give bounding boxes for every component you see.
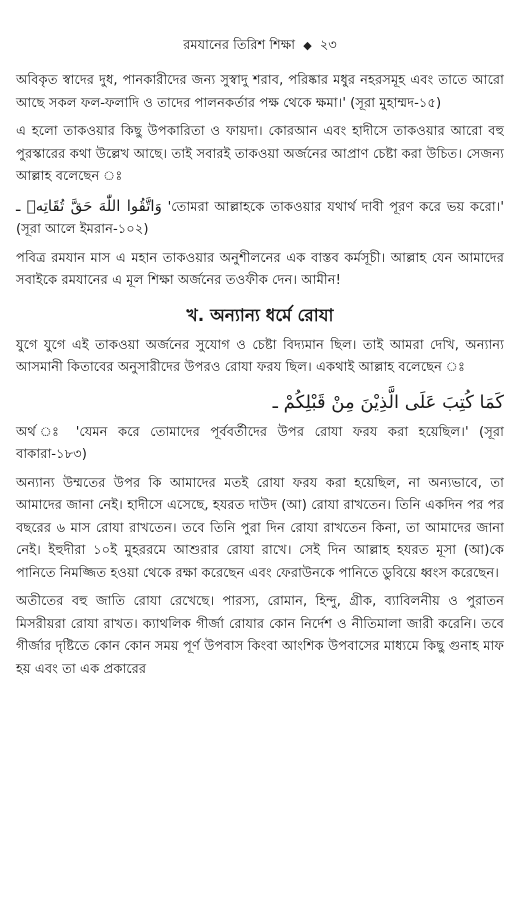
running-header	[0, 36, 520, 57]
paragraph-3-text: 'তোমরা আল্লাহকে তাকওয়ার যথার্থ দাবী পূরণ করে ভয় করো।' (সূরা আলে ইমরান-১০২)	[16, 199, 504, 237]
diamond-separator-icon: ◆	[303, 39, 312, 52]
section-heading: খ. অন্যান্য ধর্মে রোযা	[186, 305, 334, 326]
paragraph-5: যুগে যুগে এই তাকওয়া অর্জনের সুযোগ ও চেষ্টা বিদ্যমান ছিল। তাই আমরা দেখি, অন্যান্য আসমানী কিতাবের অনুসারীদের উপরও রোযা ফরয ছিল। একথাই আল্লাহ বলেছেন ঃ	[16, 337, 504, 375]
page-number: ২৩	[319, 38, 337, 53]
running-title: রমযানের তিরিশ শিক্ষা	[183, 38, 296, 53]
paragraph-6: অর্থ ঃ 'যেমন করে তোমাদের পূর্ববর্তীদের উপর রোযা ফরয করা হয়েছিল।' (সূরা বাকারা-১৮৩)	[16, 424, 504, 462]
arabic-verse: كَمَا كُتِبَ عَلَى الَّذِيْنَ مِنْ قَبْلِكُمْ ـ	[272, 391, 504, 413]
paragraph-1: অবিকৃত স্বাদের দুধ, পানকারীদের জন্য সুস্বাদু শরাব, পরিষ্কার মধুর নহরসমূহ এবং তাতে আরো আছে সকল ফল-ফলাদি ও তাদের পালনকর্তার পক্ষ থেকে ক্ষমা।' (সূরা মুহাম্মদ-১৫)	[16, 73, 504, 111]
paragraph-8: অতীতের বহু জাতি রোযা রেখেছে। পারস্য, রোমান, হিন্দু, গ্রীক, ব্যাবিলনীয় ও পুরাতন মিসরীয়রা রোযা রাখত। ক্যাথলিক গীর্জা রোযার কোন নির্দেশ ও নীতিমালা জারী করেনি। তবে গীর্জার দৃষ্টিতে কোন কোন সময় পূর্ণ উপবাস কিংবা আংশিক উপবাসের মাধ্যমে কিছু গুনাহ মাফ হয় এবং তা এক প্রকারের	[16, 594, 504, 677]
page-body	[16, 70, 504, 687]
paragraph-7: অন্যান্য উম্মতের উপর কি আমাদের মতই রোযা ফরয করা হয়েছিল, না অন্যভাবে, তা আমাদের জানা নেই। হাদীসে এসেছে, হযরত দাউদ (আ) রোযা রাখতেন। তিনি একদিন পর পর বছরের ৬ মাস রোযা রাখতেন। তবে তিনি পুরা দিন রোযা রাখতেন কিনা, তা আমাদের জানা নেই। ইহুদীরা ১০ই মুহররমে আশুরার রোযা রাখে। সেই দিন আল্লাহ হযরত মূসা (আ)কে পানিতে নিমজ্জিত হওয়া থেকে রক্ষা করেছেন এবং ফেরাউনকে পানিতে ডুবিয়ে ধ্বংস করেছেন।	[16, 475, 504, 581]
paragraph-4: পবিত্র রমযান মাস এ মহান তাকওয়ার অনুশীলনের এক বাস্তব কর্মসূচী। আল্লাহ যেন আমাদের সবাইকে রমযানের এ মূল শিক্ষা অর্জনের তওফীক দেন। আমীন!	[16, 250, 504, 288]
arabic-quote: وَاتَّقُوا اللّٰهَ حَقَّ تُقَاتِهٖ ـ	[16, 196, 162, 215]
paragraph-2: এ হলো তাকওয়ার কিছু উপকারিতা ও ফায়দা। কোরআন এবং হাদীসে তাকওয়ার আরো বহু পুরস্কারের কথা উল্লেখ আছে। তাই সবারই তাকওয়া অর্জনের আপ্রাণ চেষ্টা করা উচিত। সেজন্য আল্লাহ বলেছেন ঃ	[16, 124, 504, 184]
paragraph-3	[16, 195, 504, 242]
